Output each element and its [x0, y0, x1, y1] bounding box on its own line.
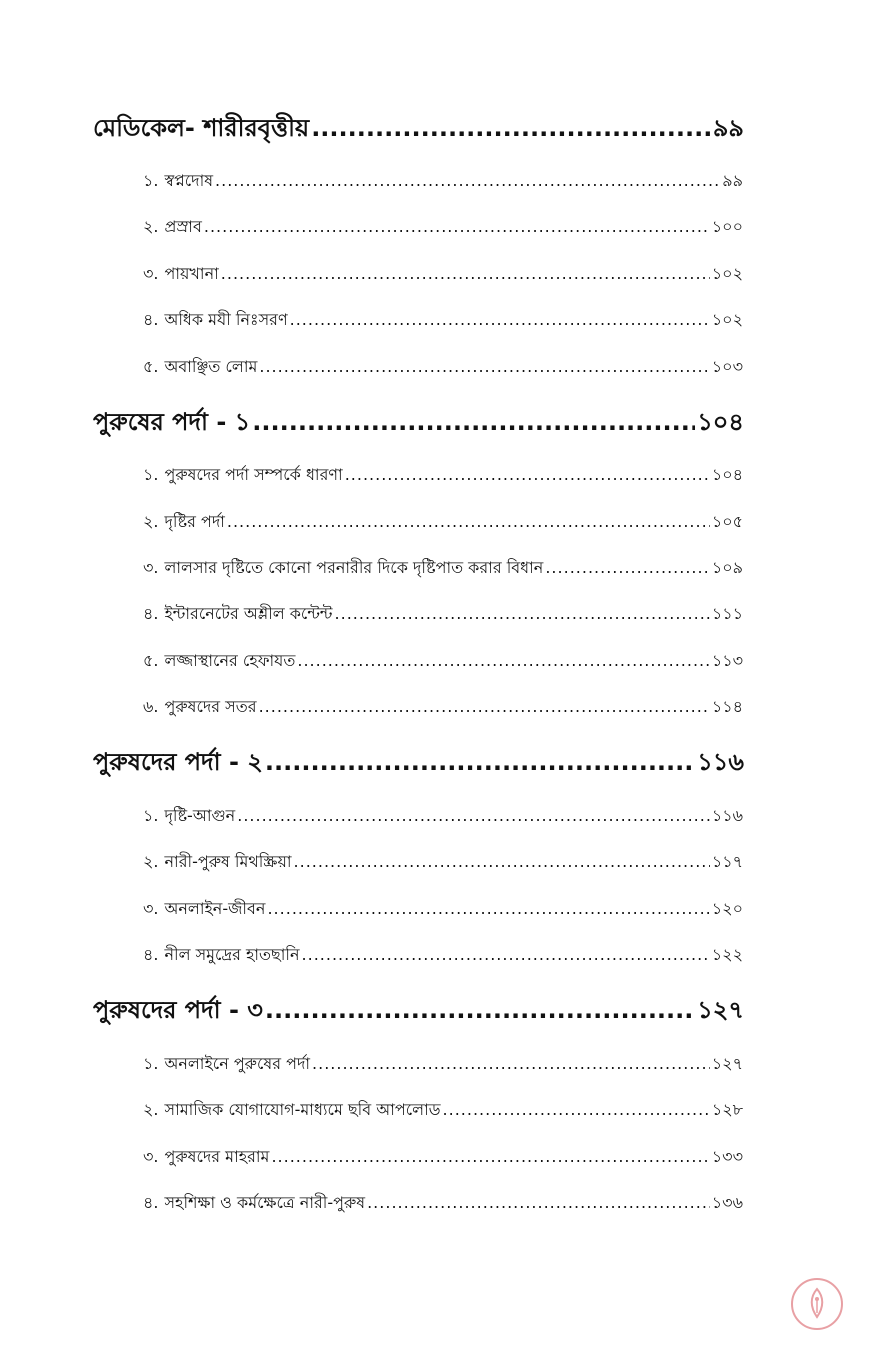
leader-dots: [204, 217, 710, 236]
leader-dots: [265, 748, 695, 776]
entry-page-number: ১২২: [711, 945, 743, 964]
leader-dots: [271, 1147, 709, 1166]
entry-title: দৃষ্টি-আগুন: [164, 806, 236, 825]
leader-dots: [221, 264, 710, 283]
leader-dots: [294, 852, 710, 871]
entry-number: ৪.: [143, 1193, 159, 1212]
entry-title: পুরুষদের পর্দা সম্পর্কে ধারণা: [164, 465, 343, 484]
entry-page-number: ১১৩: [711, 651, 743, 670]
entry-title: পুরুষদের মাহরাম: [164, 1147, 270, 1166]
leader-dots: [297, 651, 709, 670]
leader-dots: [265, 996, 695, 1024]
toc-entry[interactable]: [143, 1144, 743, 1171]
leader-dots: [215, 171, 720, 190]
entry-title: পুরুষদের সতর: [164, 697, 257, 716]
toc-entry[interactable]: [143, 648, 743, 675]
section-page-number: ১০৪: [697, 408, 744, 436]
leader-dots: [335, 604, 710, 623]
toc-entry[interactable]: [143, 214, 743, 241]
leader-dots: [312, 1054, 710, 1073]
section-title: মেডিকেল- শারীরবৃত্তীয়: [93, 114, 310, 142]
entry-page-number: ১০৫: [711, 512, 743, 531]
entry-number: ৩.: [143, 264, 159, 283]
entry-title: অবাঞ্ছিত লোম: [164, 357, 258, 376]
leader-dots: [259, 357, 709, 376]
entry-title: সামাজিক যোগাযোগ-মাধ্যমে ছবি আপলোড: [164, 1100, 441, 1119]
entry-title: নারী-পুরুষ মিথস্ক্রিয়া: [164, 852, 292, 871]
leader-dots: [311, 114, 711, 142]
entry-title: লালসার দৃষ্টিতে কোনো পরনারীর দিকে দৃষ্টিপাত করার বিধান: [164, 558, 544, 577]
section-title: পুরুষদের পর্দা - ২: [93, 748, 263, 776]
entry-page-number: ১১৪: [711, 697, 743, 716]
toc-entry[interactable]: [143, 509, 743, 536]
entry-number: ২.: [143, 852, 159, 871]
entry-title: সহশিক্ষা ও কর্মক্ষেত্রে নারী-পুরুষ: [164, 1193, 366, 1212]
section-page-number: ১২৭: [697, 996, 744, 1024]
leader-dots: [252, 408, 695, 436]
toc-entry[interactable]: [143, 555, 743, 582]
entry-page-number: ১০৪: [711, 465, 743, 484]
entry-title: প্রস্রাব: [164, 217, 202, 236]
toc-entry[interactable]: [143, 168, 743, 195]
entry-title: অনলাইনে পুরুষের পর্দা: [164, 1054, 311, 1073]
entry-number: ৪.: [143, 310, 159, 329]
entry-number: ৩.: [143, 1147, 159, 1166]
section-heading[interactable]: [93, 992, 744, 1032]
entry-number: ৫.: [143, 357, 159, 376]
toc-entry[interactable]: [143, 694, 743, 721]
leader-dots: [345, 465, 710, 484]
entry-title: নীল সমুদ্রের হাতছানি: [164, 945, 300, 964]
toc-entry[interactable]: [143, 462, 743, 489]
section-page-number: ৯৯: [712, 114, 744, 142]
toc-entry[interactable]: [143, 354, 743, 381]
entry-page-number: ১২৭: [711, 1054, 743, 1073]
pen-nib-logo-icon: [790, 1277, 844, 1331]
section-title: পুরুষদের পর্দা - ৩: [93, 996, 263, 1024]
entry-number: ৪.: [143, 604, 159, 623]
leader-dots: [545, 558, 709, 577]
entry-number: ২.: [143, 1100, 159, 1119]
entry-page-number: ১৩৬: [711, 1193, 743, 1212]
entry-page-number: ১০২: [711, 264, 743, 283]
entry-page-number: ১১৬: [711, 806, 743, 825]
entry-title: স্বপ্নদোষ: [164, 171, 214, 190]
entry-number: ৬.: [143, 697, 159, 716]
leader-dots: [259, 697, 710, 716]
section-heading[interactable]: [93, 744, 744, 784]
section-page-number: ১১৬: [697, 748, 744, 776]
entry-page-number: ১০২: [711, 310, 743, 329]
entry-title: দৃষ্টির পর্দা: [164, 512, 225, 531]
toc-entry[interactable]: [143, 307, 743, 334]
entry-title: ইন্টারনেটের অশ্লীল কন্টেন্ট: [164, 604, 333, 623]
entry-number: ৫.: [143, 651, 159, 670]
entry-page-number: ১৩৩: [711, 1147, 743, 1166]
entry-number: ১.: [143, 1054, 159, 1073]
entry-title: পায়খানা: [164, 264, 219, 283]
entry-number: ১.: [143, 171, 159, 190]
toc-entry[interactable]: [143, 261, 743, 288]
entry-page-number: ১০৩: [711, 357, 743, 376]
entry-number: ৪.: [143, 945, 159, 964]
entry-number: ২.: [143, 217, 159, 236]
entry-number: ৩.: [143, 899, 159, 918]
entry-page-number: ৯৯: [722, 171, 743, 190]
entry-number: ৩.: [143, 558, 159, 577]
toc-entry[interactable]: [143, 896, 743, 923]
leader-dots: [443, 1100, 710, 1119]
entry-title: অধিক মযী নিঃসরণ: [164, 310, 288, 329]
entry-page-number: ১২০: [711, 899, 743, 918]
toc-entry[interactable]: [143, 942, 743, 969]
leader-dots: [367, 1193, 710, 1212]
entry-page-number: ১১৭: [711, 852, 743, 871]
leader-dots: [237, 806, 710, 825]
leader-dots: [267, 899, 709, 918]
entry-page-number: ১২৮: [711, 1100, 743, 1119]
entry-number: ১.: [143, 465, 159, 484]
entry-page-number: ১০৯: [711, 558, 743, 577]
section-heading[interactable]: [93, 110, 744, 150]
leader-dots: [227, 512, 710, 531]
entry-page-number: ১১১: [711, 604, 743, 623]
section-heading[interactable]: [93, 404, 744, 444]
toc-entry[interactable]: [143, 601, 743, 628]
entry-title: অনলাইন-জীবন: [164, 899, 266, 918]
entry-number: ১.: [143, 806, 159, 825]
entry-page-number: ১০০: [711, 217, 743, 236]
toc-entry[interactable]: [143, 1190, 743, 1217]
toc-entry[interactable]: [143, 803, 743, 830]
toc-entry[interactable]: [143, 849, 743, 876]
section-title: পুরুষের পর্দা - ১: [93, 408, 251, 436]
leader-dots: [290, 310, 710, 329]
entry-title: লজ্জাস্থানের হেফাযত: [164, 651, 296, 670]
entry-number: ২.: [143, 512, 159, 531]
toc-entry[interactable]: [143, 1097, 743, 1124]
toc-entry[interactable]: [143, 1051, 743, 1078]
leader-dots: [302, 945, 710, 964]
